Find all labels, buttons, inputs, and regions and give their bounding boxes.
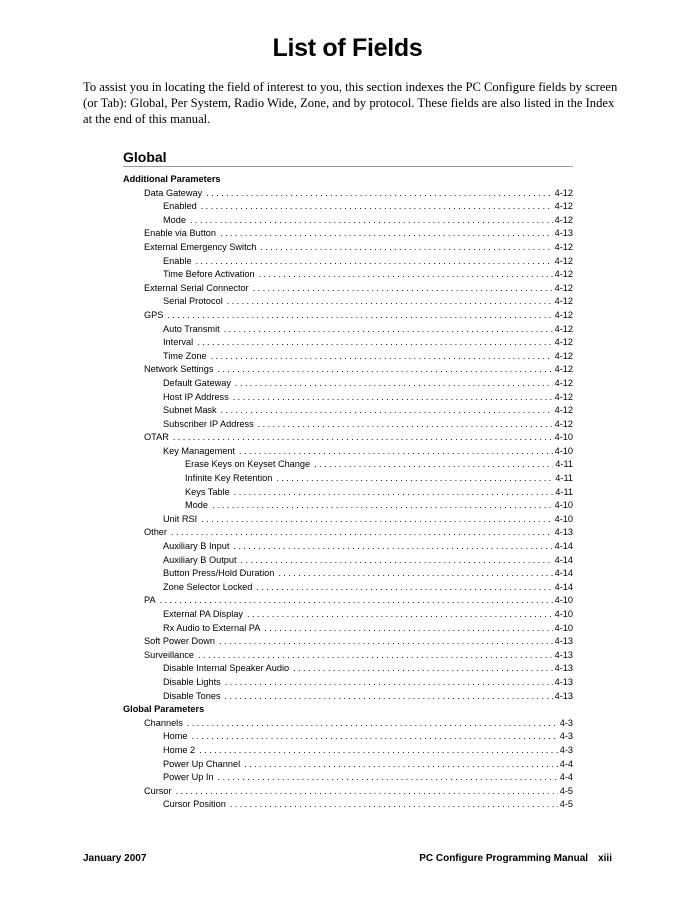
toc-entry xyxy=(123,472,573,486)
toc-entry xyxy=(123,445,573,459)
toc-entry xyxy=(123,363,573,377)
toc-entry xyxy=(123,540,573,554)
toc-entry-page: 4-13 xyxy=(554,676,573,687)
toc-entry-label: PA xyxy=(144,595,156,606)
toc-entry xyxy=(123,676,573,690)
footer-page-number: xiii xyxy=(598,853,612,864)
toc-entry-label: Enable xyxy=(163,255,192,266)
toc-entry-page: 4-14 xyxy=(554,554,573,565)
toc-entry-page: 4-12 xyxy=(554,418,573,429)
toc-entry-label: Default Gateway xyxy=(163,377,231,388)
toc-entry xyxy=(123,241,573,255)
toc-entry-label: Auxiliary B Output xyxy=(163,554,237,565)
toc-entry xyxy=(123,690,573,704)
dot-leader xyxy=(225,690,553,704)
toc-entry-page: 4-14 xyxy=(554,568,573,579)
toc-entry-label: Auto Transmit xyxy=(163,323,220,334)
dot-leader xyxy=(167,309,552,323)
toc-entry-page: 4-5 xyxy=(559,785,573,796)
toc-entry-label: Key Management xyxy=(163,445,236,456)
toc-entry-page: 4-12 xyxy=(554,391,573,402)
toc-entry-label: Home 2 xyxy=(163,744,196,755)
intro-paragraph: To assist you in locating the field of interest to you, this section indexes the PC Configure fields by screen (or Tab): Global, Per System, Radio Wide, Zone, and by protocol. These fields are also listed in the Index at the end of this manual. xyxy=(83,80,618,126)
toc-entry-label: External Serial Connector xyxy=(144,282,249,293)
toc-entry-label: Enabled xyxy=(163,201,197,212)
toc-entry xyxy=(123,200,573,214)
dot-leader xyxy=(173,431,553,445)
toc-entry-page: 4-14 xyxy=(554,581,573,592)
toc-entry-page: 4-12 xyxy=(554,309,573,320)
toc-entry-label: Other xyxy=(144,527,167,538)
dot-leader xyxy=(221,404,553,418)
dot-leader xyxy=(218,771,558,785)
dot-leader xyxy=(259,268,553,282)
toc-entry xyxy=(123,282,573,296)
toc-entry xyxy=(123,391,573,405)
footer-date: January 2007 xyxy=(83,853,147,864)
toc-entry-label: Enable via Button xyxy=(144,228,217,239)
toc-entry-label: Disable Lights xyxy=(163,676,221,687)
toc-entry-page: 4-10 xyxy=(554,432,573,443)
dot-leader xyxy=(212,499,553,513)
dot-leader xyxy=(219,635,553,649)
dot-leader xyxy=(206,187,552,201)
toc-entry-label: Infinite Key Retention xyxy=(185,473,273,484)
toc-entry xyxy=(123,608,573,622)
toc-entry xyxy=(123,785,573,799)
toc-entry-page: 4-10 xyxy=(554,595,573,606)
toc-entry-page: 4-12 xyxy=(554,187,573,198)
toc-entry-page: 4-13 xyxy=(554,527,573,538)
toc-entry-page: 4-12 xyxy=(554,323,573,334)
toc-entry-page: 4-10 xyxy=(554,513,573,524)
toc-entry-label: Rx Audio to External PA xyxy=(163,622,261,633)
toc-entry xyxy=(123,649,573,663)
toc-entry xyxy=(123,418,573,432)
dot-leader xyxy=(314,458,553,472)
toc-entry xyxy=(123,526,573,540)
toc-entry-label: Time Before Activation xyxy=(163,269,255,280)
toc-entry xyxy=(123,458,573,472)
dot-leader xyxy=(293,662,552,676)
toc-entry xyxy=(123,513,573,527)
toc-entry-label: Home xyxy=(163,731,188,742)
toc-entry-page: 4-11 xyxy=(555,486,573,497)
toc-entry xyxy=(123,744,573,758)
toc-entry-page: 4-11 xyxy=(555,459,573,470)
toc-entry-label: Mode xyxy=(163,214,186,225)
toc-entry-label: Network Settings xyxy=(144,364,214,375)
toc-entry-label: Auxiliary B Input xyxy=(163,541,230,552)
toc-entry-label: Keys Table xyxy=(185,486,230,497)
dot-leader xyxy=(197,336,552,350)
toc-entry-page: 4-10 xyxy=(554,622,573,633)
dot-leader xyxy=(234,486,554,500)
dot-leader xyxy=(192,730,558,744)
toc-entry-page: 4-14 xyxy=(554,541,573,552)
dot-leader xyxy=(196,255,553,269)
dot-leader xyxy=(211,350,553,364)
dot-leader xyxy=(227,295,553,309)
toc-entry-label: Cursor xyxy=(144,785,172,796)
footer-manual-title: PC Configure Programming Manual xyxy=(419,853,589,864)
toc-entry xyxy=(123,323,573,337)
toc-entry xyxy=(123,771,573,785)
toc-entry-label: Subnet Mask xyxy=(163,405,217,416)
dot-leader xyxy=(220,227,553,241)
toc-entry xyxy=(123,227,573,241)
toc-entry-page: 4-12 xyxy=(554,350,573,361)
toc-entry-page: 4-4 xyxy=(559,772,573,783)
toc-entry-label: Disable Internal Speaker Audio xyxy=(163,663,290,674)
toc-entry-page: 4-12 xyxy=(554,255,573,266)
dot-leader xyxy=(264,622,552,636)
toc-entry-page: 4-10 xyxy=(554,445,573,456)
toc-entry xyxy=(123,214,573,228)
toc-entry xyxy=(123,717,573,731)
toc-entry-label: Power Up In xyxy=(163,772,214,783)
toc-entry-page: 4-12 xyxy=(554,282,573,293)
dot-leader xyxy=(241,554,553,568)
toc-entry-label: Zone Selector Locked xyxy=(163,581,253,592)
toc-entry xyxy=(123,635,573,649)
toc-entry-label: Erase Keys on Keyset Change xyxy=(185,459,311,470)
dot-leader xyxy=(233,391,553,405)
dot-leader xyxy=(233,540,552,554)
dot-leader xyxy=(160,594,553,608)
toc-entry-label: External Emergency Switch xyxy=(144,241,257,252)
toc-entry-page: 4-12 xyxy=(554,337,573,348)
toc-entry-label: Channels xyxy=(144,717,183,728)
toc-entry-page: 4-5 xyxy=(559,799,573,810)
toc-entry-page: 4-12 xyxy=(554,405,573,416)
toc-entry-label: Host IP Address xyxy=(163,391,229,402)
dot-leader xyxy=(276,472,553,486)
toc-entry-label: Time Zone xyxy=(163,350,207,361)
toc-entry xyxy=(123,309,573,323)
toc-entry xyxy=(123,798,573,812)
toc-entry-page: 4-13 xyxy=(554,636,573,647)
toc-entry-page: 4-3 xyxy=(559,717,573,728)
toc-entry-page: 4-4 xyxy=(559,758,573,769)
toc-entry-page: 4-10 xyxy=(554,609,573,619)
dot-leader xyxy=(171,526,553,540)
dot-leader xyxy=(187,717,558,731)
toc-entry-page: 4-12 xyxy=(554,214,573,225)
toc-entry-page: 4-13 xyxy=(554,649,573,660)
toc-entry-page: 4-13 xyxy=(554,663,573,674)
toc-entry-page: 4-13 xyxy=(554,690,573,701)
dot-leader xyxy=(230,798,558,812)
toc-entry-label: OTAR xyxy=(144,432,169,443)
toc-entry-page: 4-12 xyxy=(554,201,573,212)
dot-leader xyxy=(224,323,553,337)
dot-leader xyxy=(253,282,553,296)
dot-leader xyxy=(201,513,552,527)
toc-entry-label: Global Parameters xyxy=(123,704,205,715)
toc-entry-page: 4-3 xyxy=(559,744,573,755)
toc-entry xyxy=(123,758,573,772)
toc-entry xyxy=(123,377,573,391)
toc-entry-page: 4-12 xyxy=(554,241,573,252)
toc-entry xyxy=(123,662,573,676)
toc-entry xyxy=(123,730,573,744)
dot-leader xyxy=(217,363,552,377)
toc-entry xyxy=(123,336,573,350)
table-of-fields xyxy=(123,173,573,812)
toc-entry-label: Unit RSI xyxy=(163,513,198,524)
dot-leader xyxy=(256,581,552,595)
toc-entry-label: Additional Parameters xyxy=(123,174,221,184)
dot-leader xyxy=(260,241,552,255)
toc-entry-label: Disable Tones xyxy=(163,690,221,701)
toc-entry-page: 4-12 xyxy=(554,377,573,388)
toc-entry-page: 4-12 xyxy=(554,296,573,307)
toc-entry-label: Mode xyxy=(185,500,208,511)
dot-leader xyxy=(258,418,553,432)
toc-entry-page: 4-11 xyxy=(555,473,573,484)
toc-entry xyxy=(123,581,573,595)
toc-entry-label: Subscriber IP Address xyxy=(163,418,254,429)
toc-entry-label: Cursor Position xyxy=(163,799,226,810)
dot-leader xyxy=(239,445,553,459)
toc-entry-page: 4-13 xyxy=(554,228,573,239)
toc-group-heading xyxy=(123,703,573,717)
toc-entry xyxy=(123,268,573,282)
toc-entry-label: Interval xyxy=(163,337,194,348)
toc-entry-label: Surveillance xyxy=(144,649,195,660)
toc-entry xyxy=(123,187,573,201)
toc-entry xyxy=(123,431,573,445)
toc-entry xyxy=(123,404,573,418)
dot-leader xyxy=(278,567,552,581)
toc-entry-page: 4-3 xyxy=(559,731,573,742)
toc-entry-label: Serial Protocol xyxy=(163,296,223,307)
dot-leader xyxy=(190,214,553,228)
dot-leader xyxy=(176,785,558,799)
toc-entry xyxy=(123,622,573,636)
toc-entry-page: 4-10 xyxy=(554,500,573,511)
toc-entry xyxy=(123,554,573,568)
toc-entry-label: Soft Power Down xyxy=(144,636,215,647)
toc-entry-label: Data Gateway xyxy=(144,187,203,198)
dot-leader xyxy=(247,608,553,622)
toc-group-heading xyxy=(123,173,573,187)
dot-leader xyxy=(225,676,553,690)
toc-entry-label: Button Press/Hold Duration xyxy=(163,568,275,579)
toc-entry xyxy=(123,499,573,513)
dot-leader xyxy=(199,744,558,758)
toc-entry-page: 4-12 xyxy=(554,364,573,375)
toc-entry xyxy=(123,295,573,309)
section-heading-global: Global xyxy=(123,149,573,167)
toc-entry xyxy=(123,594,573,608)
dot-leader xyxy=(201,200,553,214)
toc-entry-label: External PA Display xyxy=(163,609,243,619)
toc-entry-page: 4-12 xyxy=(554,269,573,280)
toc-entry-label: Power Up Channel xyxy=(163,758,241,769)
dot-leader xyxy=(235,377,553,391)
page-title: List of Fields xyxy=(272,34,423,62)
toc-entry xyxy=(123,350,573,364)
toc-entry xyxy=(123,255,573,269)
toc-entry xyxy=(123,486,573,500)
toc-entry-label: GPS xyxy=(144,309,164,320)
dot-leader xyxy=(198,649,553,663)
dot-leader xyxy=(244,758,558,772)
toc-entry xyxy=(123,567,573,581)
footer-manual-info xyxy=(419,853,612,864)
